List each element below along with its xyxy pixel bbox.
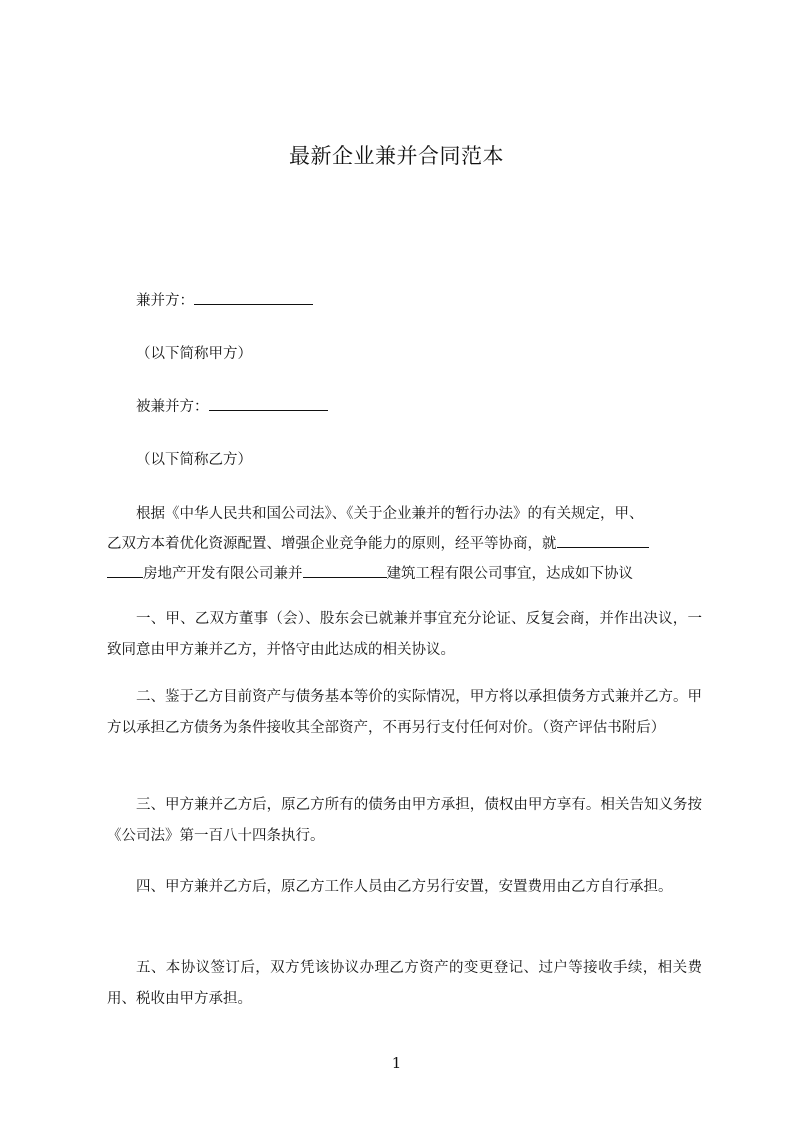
party-a-blank	[194, 290, 313, 305]
preamble-line-2-text: 乙双方本着优化资源配置、增强企业竞争能力的原则，经平等协商，就	[107, 536, 557, 552]
party-b-blank	[209, 396, 328, 411]
party-a-label: 兼并方：	[136, 293, 194, 309]
clause-1: 一、甲、乙双方董事（会）、股东会已就兼并事宜充分论证、反复会商，并作出决议，一致同意由甲方兼并乙方，并恪守由此达成的相关协议。	[107, 611, 702, 658]
preamble-blank-3	[303, 563, 387, 578]
preamble-blank-1	[557, 533, 649, 548]
party-b-note: （以下简称乙方）	[136, 452, 252, 468]
party-b-label: 被兼并方：	[136, 399, 209, 415]
preamble-line-2	[107, 529, 702, 559]
clause-5: 五、本协议签订后，双方凭该协议办理乙方资产的变更登记、过户等接收手续，相关费用、税收由甲方承担。	[107, 960, 702, 1007]
preamble-line-3b: 建筑工程有限公司事宜，达成如下协议	[386, 566, 633, 582]
clause-3: 三、甲方兼并乙方后，原乙方所有的债务由甲方承担，债权由甲方享有。相关告知义务按《公司法》第一百八十四条执行。	[107, 797, 702, 844]
preamble-blank-2	[107, 563, 143, 578]
party-b-line	[136, 392, 731, 422]
preamble-line-3	[107, 559, 702, 589]
preamble-line-1: 根据《中华人民共和国公司法》、《关于企业兼并的暂行办法》的有关规定，甲、	[136, 506, 644, 522]
document-title: 最新企业兼并合同范本	[289, 144, 504, 168]
page-number: 1	[391, 1054, 402, 1072]
preamble-line-3a: 房地产开发有限公司兼并	[143, 566, 303, 582]
party-a-line	[136, 286, 731, 316]
clause-2: 二、鉴于乙方目前资产与债务基本等价的实际情况，甲方将以承担债务方式兼并乙方。甲方以承担乙方债务为条件接收其全部资产，不再另行支付任何对价。（资产评估书附后）	[107, 689, 702, 736]
clause-4: 四、甲方兼并乙方后，原乙方工作人员由乙方另行安置，安置费用由乙方自行承担。	[136, 879, 673, 895]
party-a-note: （以下简称甲方）	[136, 346, 252, 362]
